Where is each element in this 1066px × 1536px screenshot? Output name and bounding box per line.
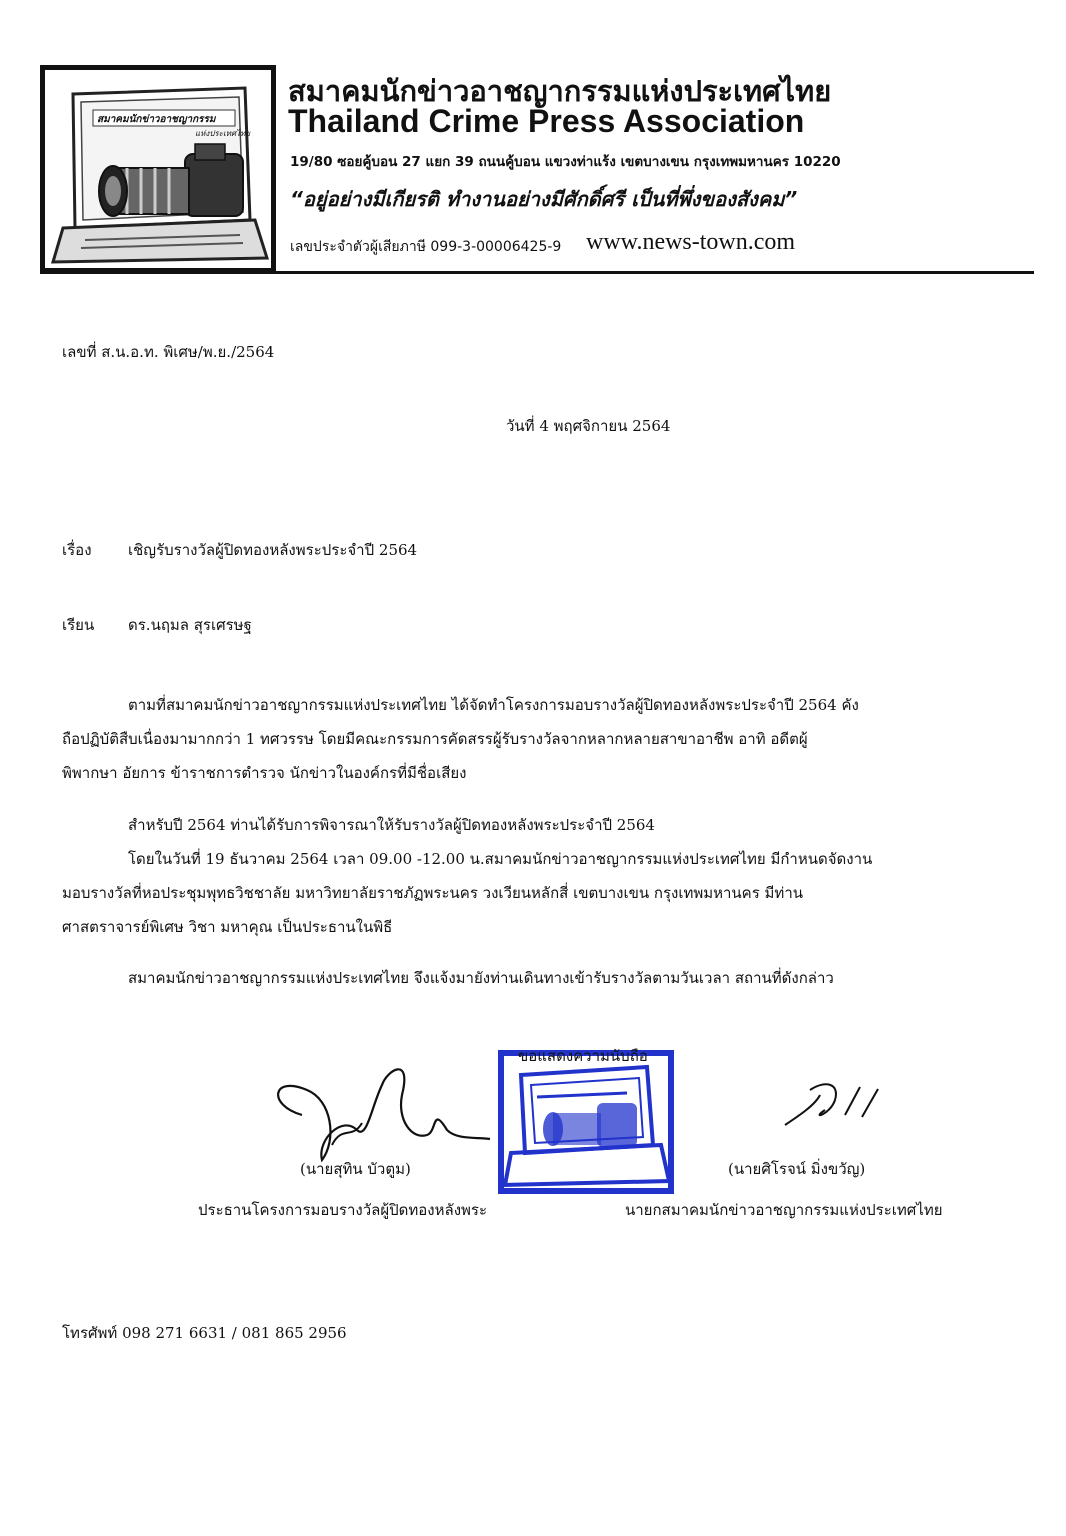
org-name-english: Thailand Crime Press Association [288,103,805,139]
contact-phone: โทรศัพท์ 098 271 6631 / 081 865 2956 [62,1324,347,1342]
tax-id: เลขประจำตัวผู้เสียภาษี 099-3-00006425-9 [290,239,562,255]
website-link[interactable]: www.news-town.com [586,229,796,255]
logo-caption-2: แห่งประเทศไทย [195,129,251,138]
letterhead-divider [40,271,1034,274]
letter-date: วันที่ 4 พฤศจิกายน 2564 [506,417,671,435]
body-line: สำหรับปี 2564 ท่านได้รับการพิจารณาให้รับรางวัลผู้ปิดทองหลังพระประจำปี 2564 [128,816,655,834]
body-line: ศาสตราจารย์พิเศษ วิชา มหาคุณ เป็นประธานในพิธี [62,918,393,936]
signer-right-position: นายกสมาคมนักข่าวอาชญากรรมแห่งประเทศไทย [625,1201,943,1219]
subject-text: เชิญรับรางวัลผู้ปิดทองหลังพระประจำปี 2564 [128,541,418,559]
signature-left [262,1045,492,1165]
body-line: มอบรางวัลที่หอประชุมพุทธวิชชาลัย มหาวิทยาลัยราชภัฏพระนคร วงเวียนหลักสี่ เขตบางเขน กรุงเทพมหานคร มีท่าน [62,884,803,902]
org-motto: “อยู่อย่างมีเกียรติ ทำงานอย่างมีศักดิ์ศรี เป็นที่พึ่งของสังคม” [290,187,798,211]
laptop-camera-logo [45,70,271,268]
letterhead-logo-frame [40,65,276,273]
body-paragraph-2 [62,808,1022,842]
signer-left-position: ประธานโครงการมอบรางวัลผู้ปิดทองหลังพระ [198,1201,488,1219]
recipient-name: ดร.นฤมล สุรเศรษฐ [128,616,252,634]
body-paragraph-3 [62,842,1022,944]
signer-right-name: (นายศิโรจน์ มิ่งขวัญ) [728,1160,866,1178]
body-line: สมาคมนักข่าวอาชญากรรมแห่งประเทศไทย จึงแจ้งมายังท่านเดินทางเข้ารับรางวัลตามวันเวลา สถานที่ดังกล่าว [128,969,834,987]
body-line: ถือปฏิบัติสืบเนื่องมามากกว่า 1 ทศวรรษ โดยมีคณะกรรมการคัดสรรผู้รับรางวัลจากหลากหลายสาขาอาชีพ อาทิ อดีตผู้ [62,730,808,748]
signer-left-name: (นายสุทิน บัวตูม) [300,1160,411,1178]
body-line: โดยในวันที่ 19 ธันวาคม 2564 เวลา 09.00 -12.00 น.สมาคมนักข่าวอาชญากรรมแห่งประเทศไทย มีกำหนดจัดงาน [128,850,873,868]
body-line: ตามที่สมาคมนักข่าวอาชญากรรมแห่งประเทศไทย ได้จัดทำโครงการมอบรางวัลผู้ปิดทองหลังพระประจำปี 2564 คัง [128,696,859,714]
body-line: พิพากษา อัยการ ข้าราชการตำรวจ นักข่าวในองค์กรที่มีชื่อเสียง [62,764,467,782]
org-name-thai: สมาคมนักข่าวอาชญากรรมแห่งประเทศไทย [288,74,832,108]
body-paragraph-1 [62,688,1022,790]
body-paragraph-4 [62,961,1022,995]
signature-right [780,1075,885,1130]
recipient-label: เรียน [62,616,95,634]
closing-salutation: ขอแสดงความนับถือ [518,1047,648,1065]
subject-label: เรื่อง [62,541,92,559]
logo-caption-1: สมาคมนักข่าวอาชญากรรม [97,114,216,125]
reference-number: เลขที่ ส.น.อ.ท. พิเศษ/พ.ย./2564 [62,343,275,361]
org-address: 19/80 ซอยคู้บอน 27 แยก 39 ถนนคู้บอน แขวงท่าแร้ง เขตบางเขน กรุงเทพมหานคร 10220 [290,154,841,170]
